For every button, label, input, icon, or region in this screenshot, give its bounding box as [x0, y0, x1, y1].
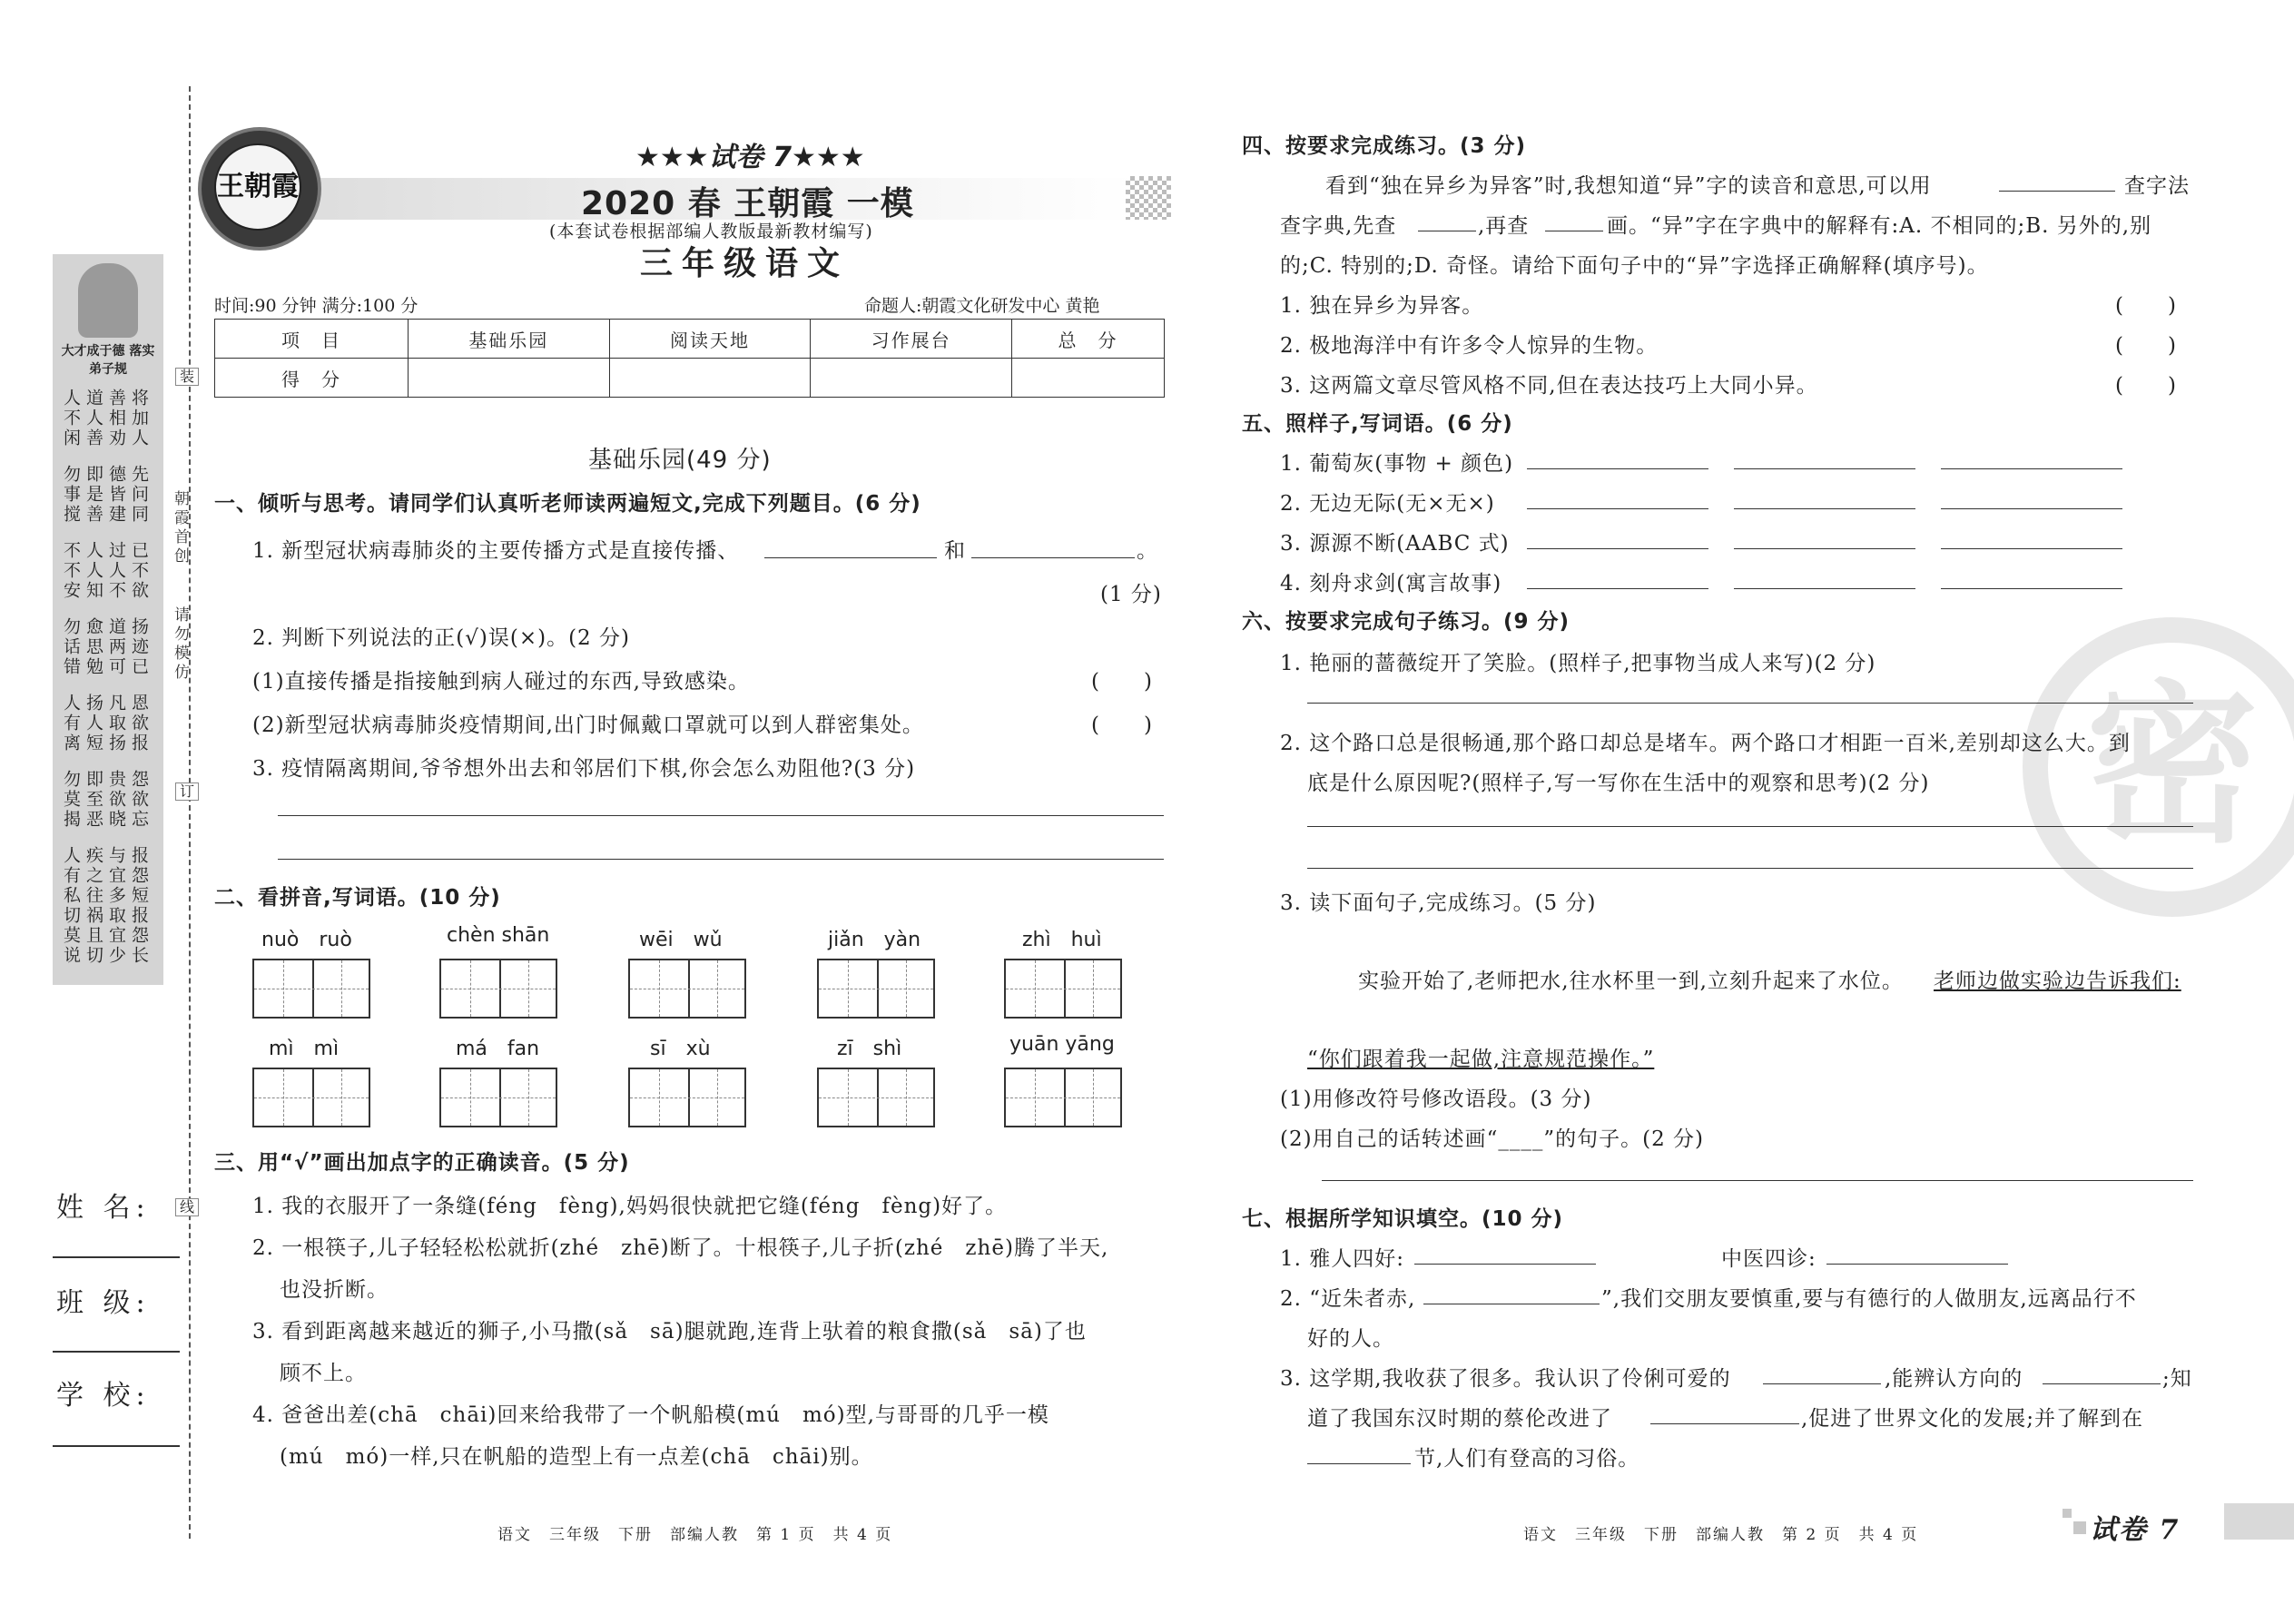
question-1-title: 一、倾听与思考。请同学们认真听老师读两遍短文,完成下列题目。(6 分) [214, 492, 921, 516]
corner-bar [2224, 1503, 2294, 1540]
answer-blank[interactable] [1999, 191, 2115, 192]
page-footer: 语文 三年级 下册 部编人教 第 2 页 共 4 页 [1523, 1526, 1919, 1544]
table-row [215, 359, 1165, 398]
answer-paren[interactable]: ( ) [1091, 714, 1153, 737]
pinyin-label: zhì huì [1022, 929, 1102, 951]
margin-mark: 订 [175, 782, 199, 801]
warning-text: 朝霞首创 [171, 490, 189, 566]
score-cell[interactable] [811, 359, 1012, 398]
writing-grid[interactable] [817, 959, 935, 1019]
question-text: 底是什么原因呢?(照样子,写一写你在生活中的观察和思考)(2 分) [1307, 772, 1930, 795]
table-cell: 得 分 [215, 359, 409, 398]
question-text: 的;C. 特别的;D. 奇怪。请给下面句子中的“异”字选择正确解释(填序号)。 [1280, 254, 1989, 278]
answer-blank[interactable] [1941, 468, 2122, 469]
question-text: ,促进了世界文化的发展;并了解到在 [1801, 1407, 2144, 1431]
question-5-title: 五、照样子,写词语。(6 分) [1242, 412, 1513, 436]
writing-grid[interactable] [628, 959, 746, 1019]
sidebar-motto: 大才成于德 落实弟子规 [61, 344, 155, 377]
school-label: 学 校: [56, 1380, 151, 1412]
answer-blank[interactable] [1941, 588, 2122, 589]
writing-grid[interactable] [252, 1068, 370, 1127]
corner-decoration [2063, 1509, 2072, 1518]
question-3-title: 三、用“√”画出加点字的正确读音。(5 分) [214, 1151, 630, 1175]
question-text: ”,我们交朋友要慎重,要与有德行的人做朋友,远离品行不 [1601, 1287, 2137, 1311]
question-text: 查字法 [2124, 174, 2190, 198]
answer-paren[interactable]: ( ) [1091, 670, 1153, 694]
answer-line[interactable] [1307, 826, 2193, 827]
answer-blank[interactable] [1734, 508, 1915, 509]
answer-line[interactable] [1307, 868, 2193, 869]
subject-title: 三年级语文 [640, 244, 850, 282]
paper-tag: 试卷 7 [2090, 1514, 2181, 1546]
question-6-title: 六、按要求完成句子练习。(9 分) [1242, 610, 1570, 634]
sidebar-quote: 怨欲忘 贵欲晓 即至恶 勿莫揭 [61, 770, 149, 830]
question-text: 3. 这两篇文章尽管风格不同,但在表达技巧上大同小异。 [1280, 374, 1818, 398]
confidential-watermark: 密 [2023, 617, 2294, 917]
answer-blank[interactable] [1734, 588, 1915, 589]
passage-text: 实验开始了,老师把水,往水杯里一到,立刻升起来了水位。 [1358, 969, 1904, 993]
question-text: 节,人们有登高的习俗。 [1414, 1447, 1640, 1471]
page-subtitle: (本套试卷根据部编人教版最新教材编写) [549, 221, 873, 241]
writing-grid[interactable] [817, 1068, 935, 1127]
sidebar-quote: 扬迹已 道两可 愈思勉 勿话错 [61, 617, 149, 677]
question-text: 1. 葡萄灰(事物 + 颜色) [1280, 452, 1514, 476]
question-text: ,再查 [1478, 214, 1530, 238]
class-field[interactable] [53, 1351, 180, 1353]
question-7-title: 七、根据所学知识填空。(10 分) [1242, 1207, 1564, 1231]
question-text: 顾不上。 [280, 1362, 367, 1385]
question-text: 2. “近朱者赤, [1280, 1287, 1416, 1311]
table-header: 基础乐园 [409, 320, 610, 359]
answer-paren[interactable]: ( ) [2115, 374, 2177, 398]
answer-blank[interactable] [764, 557, 937, 558]
page-title: 2020 春 王朝霞 一模 [581, 185, 914, 222]
question-text: 2. 极地海洋中有许多令人惊异的生物。 [1280, 334, 1659, 358]
school-field[interactable] [53, 1445, 180, 1447]
pinyin-label: jiǎn yàn [828, 929, 921, 951]
warning-text: 请勿模仿 [171, 606, 189, 683]
question-text: 3. 看到距离越来越近的狮子,小马撒(sǎ sā)腿就跑,连背上驮着的粮食撒(sǎ sā)了也 [252, 1320, 1087, 1343]
question-text: (1)用修改符号修改语段。(3 分) [1280, 1088, 1592, 1111]
question-text: (2)新型冠状病毒肺炎疫情期间,出门时佩戴口罩就可以到人群密集处。 [252, 714, 924, 737]
question-text: 好的人。 [1307, 1327, 1394, 1351]
pinyin-label: yuān yāng [1009, 1033, 1115, 1056]
question-text: 画。“异”字在字典中的解释有:A. 不相同的;B. 另外的,别 [1607, 214, 2152, 238]
table-row [215, 320, 1165, 359]
pinyin-label: wēi wǔ [639, 929, 723, 951]
time-score-info: 时间:90 分钟 满分:100 分 [214, 296, 418, 316]
checker-pattern [1126, 176, 1171, 220]
question-text: 1. 我的衣服开了一条缝(féng fèng),妈妈很快就把它缝(féng fèng)好了。 [252, 1195, 1008, 1218]
question-text: 道了我国东汉时期的蔡伦改进了 [1307, 1407, 1612, 1431]
question-text: 。 [1137, 539, 1158, 563]
answer-blank[interactable] [1527, 468, 1708, 469]
score-table [214, 319, 1165, 398]
question-text: ;知 [2162, 1367, 2192, 1391]
margin-mark: 线 [175, 1198, 199, 1216]
answer-blank[interactable] [1734, 548, 1915, 549]
corner-decoration [2073, 1521, 2086, 1534]
answer-blank[interactable] [2043, 1383, 2161, 1384]
answer-blank[interactable] [1527, 548, 1708, 549]
passage-underlined: “你们跟着我一起做,注意规范操作。” [1307, 1048, 1655, 1071]
question-text: (1)直接传播是指接触到病人碰过的东西,导致感染。 [252, 670, 750, 694]
answer-blank[interactable] [1307, 1463, 1411, 1464]
question-2-title: 二、看拼音,写词语。(10 分) [214, 886, 501, 910]
writing-grid[interactable] [1004, 959, 1122, 1019]
question-text: 1. 新型冠状病毒肺炎的主要传播方式是直接传播、 [252, 539, 740, 563]
pinyin-label: zī shì [837, 1038, 902, 1060]
answer-blank[interactable] [1763, 1383, 1881, 1384]
answer-blank[interactable] [1527, 508, 1708, 509]
score-cell[interactable] [1011, 359, 1164, 398]
question-text: (2)用自己的话转述画“____”的句子。(2 分) [1280, 1127, 1704, 1151]
answer-paren[interactable]: ( ) [2115, 294, 2177, 318]
answer-blank[interactable] [1734, 468, 1915, 469]
answer-line[interactable] [278, 859, 1164, 860]
writing-grid[interactable] [628, 1068, 746, 1127]
question-text: (mú mó)一样,只在帆船的造型上有一点差(chā chāi)别。 [280, 1445, 873, 1469]
passage-underlined: 老师边做实验边告诉我们: [1934, 969, 2181, 993]
pinyin-label: má fan [456, 1038, 540, 1060]
pinyin-label: nuò ruò [261, 929, 352, 951]
table-header: 项 目 [215, 320, 409, 359]
question-text: 3. 疫情隔离期间,爷爷想外出去和邻居们下棋,你会怎么劝阻他?(3 分) [252, 757, 916, 781]
sidebar-quote: 报怨短 与宜多 疾之往 人有私 [61, 846, 149, 906]
class-label: 班 级: [56, 1287, 151, 1319]
pinyin-label: sī xù [650, 1038, 711, 1060]
answer-blank[interactable] [1414, 1264, 1596, 1265]
paper-number: ★★★试卷 7★★★ [635, 142, 865, 173]
question-text: 2. 判断下列说法的正(√)误(×)。(2 分) [252, 626, 630, 650]
question-text: 3. 读下面句子,完成练习。(5 分) [1280, 891, 1597, 915]
question-text: 1. 艳丽的蔷薇绽开了笑脸。(照样子,把事物当成人来写)(2 分) [1280, 652, 1876, 675]
brand-logo [198, 127, 321, 251]
answer-paren[interactable]: ( ) [2115, 334, 2177, 358]
answer-line[interactable] [1322, 1180, 2193, 1181]
logo-text: 王朝霞 [214, 143, 301, 231]
table-header: 习作展台 [811, 320, 1012, 359]
question-text: 2. 这个路口总是很畅通,那个路口却总是堵车。两个路口才相距一百米,差别却这么大。到 [1280, 732, 2131, 755]
question-text: 2. 一根筷子,儿子轻轻松松就折(zhé zhē)断了。十根筷子,儿子折(zhé zhē)腾了半天, [252, 1236, 1109, 1260]
sidebar-quote: 先问同 德皆建 即是善 勿事搅 [61, 465, 149, 525]
question-4-title: 四、按要求完成练习。(3 分) [1242, 134, 1527, 158]
question-text: 4. 爸爸出差(chā chāi)回来给我带了一个帆船模(mú mó)型,与哥哥的几乎一模 [252, 1403, 1049, 1427]
answer-line[interactable] [278, 815, 1164, 816]
scholar-figure-icon [78, 263, 138, 338]
sidebar-quote: 报怨长 取宜少 祸且切 切莫说 [61, 906, 149, 966]
question-text: 和 [944, 539, 966, 563]
sidebar-quote: 已不欲 过人不 人人知 不不安 [61, 541, 149, 601]
binding-line [189, 86, 191, 1539]
sidebar-panel [53, 254, 163, 985]
author-info: 命题人:朝霞文化研发中心 黄艳 [864, 296, 1100, 316]
question-text: 3. 源源不断(AABC 式) [1280, 532, 1510, 556]
answer-blank[interactable] [971, 557, 1135, 558]
question-text: 中医四诊: [1721, 1247, 1816, 1271]
writing-grid[interactable] [439, 1068, 557, 1127]
question-text: 1. 雅人四好: [1280, 1247, 1405, 1271]
pinyin-label: chèn shān [447, 924, 550, 947]
writing-grid[interactable] [252, 959, 370, 1019]
section-title: 基础乐园(49 分) [588, 447, 772, 474]
question-text: 也没折断。 [280, 1278, 389, 1302]
question-text: ,能辨认方向的 [1885, 1367, 2023, 1391]
question-text: 1. 独在异乡为异客。 [1280, 294, 1484, 318]
sidebar-quote: 将加人 善相劝 道人善 人不闲 [61, 389, 149, 448]
writing-grid[interactable] [439, 959, 557, 1019]
margin-mark: 装 [175, 368, 199, 386]
score-cell[interactable] [409, 359, 610, 398]
answer-blank[interactable] [1527, 588, 1708, 589]
question-text: 查字典,先查 [1280, 214, 1397, 238]
answer-blank[interactable] [1650, 1423, 1799, 1424]
answer-blank[interactable] [1941, 548, 2122, 549]
name-field[interactable] [53, 1256, 180, 1258]
page-footer: 语文 三年级 下册 部编人教 第 1 页 共 4 页 [497, 1526, 893, 1544]
writing-grid[interactable] [1004, 1068, 1122, 1127]
score-cell[interactable] [609, 359, 811, 398]
question-text: 2. 无边无际(无×无×) [1280, 492, 1495, 516]
question-text: 3. 这学期,我收获了很多。我认识了伶俐可爱的 [1280, 1367, 1731, 1391]
table-header: 总 分 [1011, 320, 1164, 359]
score-note: (1 分) [1100, 583, 1162, 606]
answer-blank[interactable] [1826, 1264, 2008, 1265]
sidebar-quote: 恩欲报 凡取扬 扬人短 人有离 [61, 694, 149, 753]
answer-blank[interactable] [1941, 508, 2122, 509]
question-text: 4. 刻舟求剑(寓言故事) [1280, 572, 1502, 595]
name-label: 姓 名: [56, 1192, 151, 1224]
pinyin-label: mì mì [269, 1038, 340, 1060]
question-text: 看到“独在异乡为异客”时,我想知道“异”字的读音和意思,可以用 [1325, 174, 1932, 198]
answer-line[interactable] [1307, 703, 2193, 704]
table-header: 阅读天地 [609, 320, 811, 359]
